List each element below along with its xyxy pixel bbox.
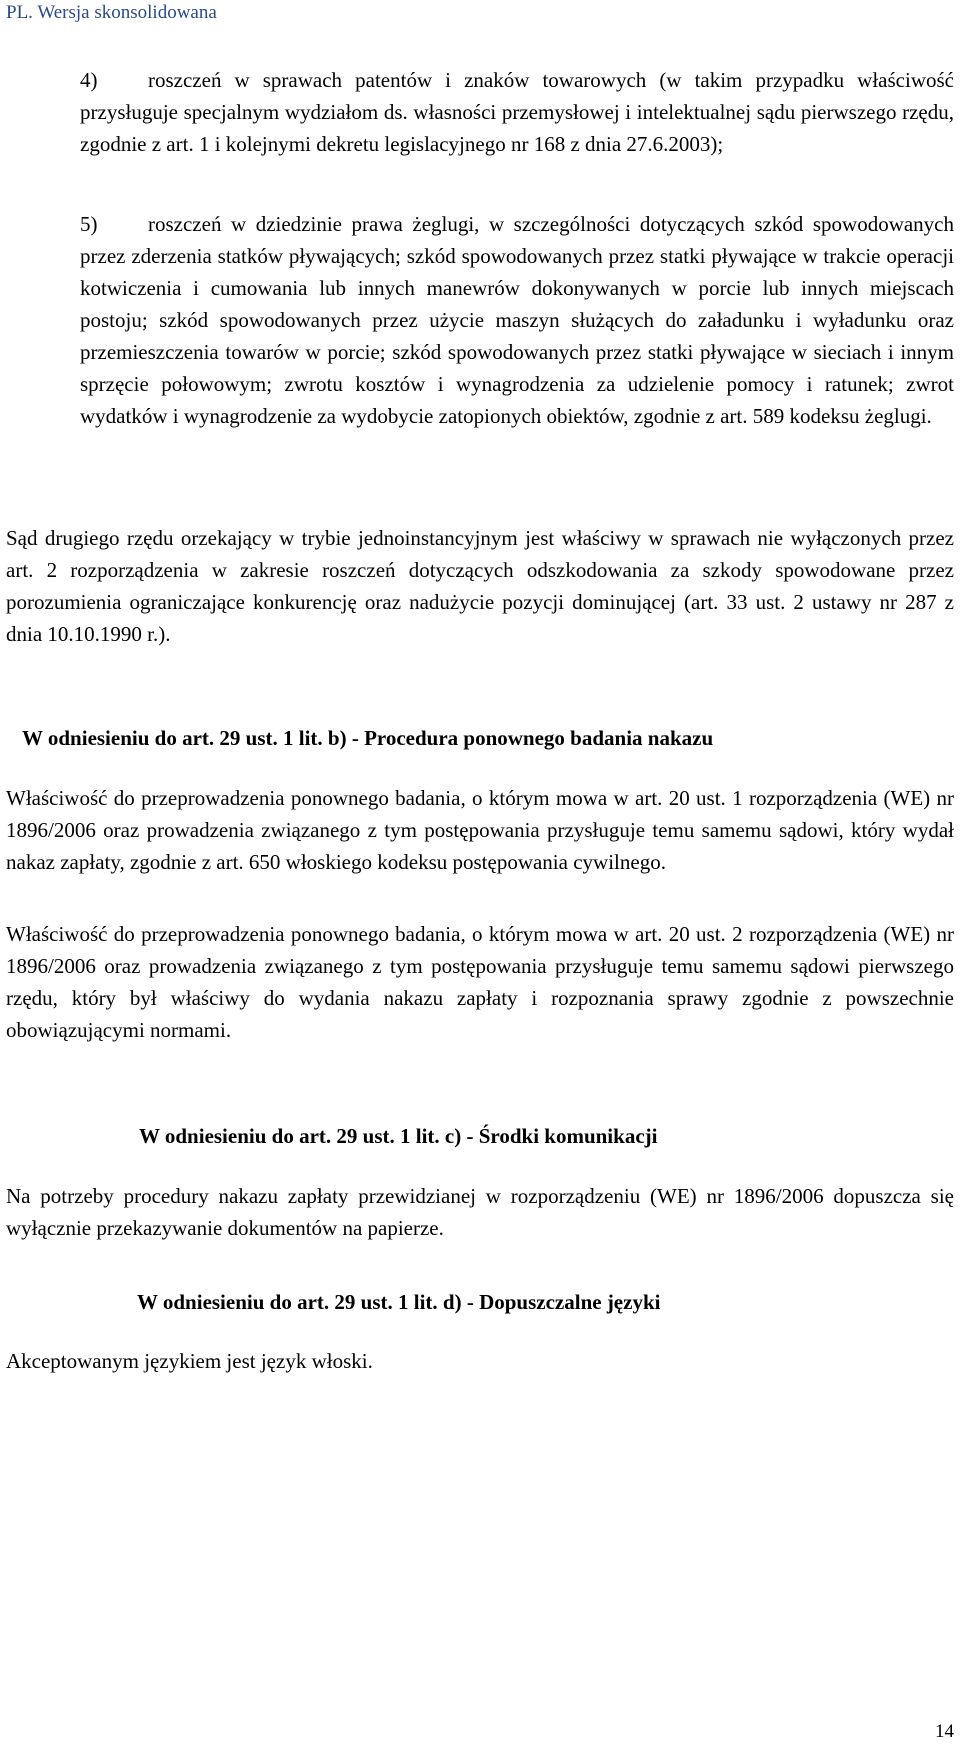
section-heading: W odniesieniu do art. 29 ust. 1 lit. c) - Środki komunikacji bbox=[139, 1124, 658, 1148]
paragraph: Akceptowanym językiem jest język włoski. bbox=[6, 1349, 373, 1373]
section-heading: W odniesieniu do art. 29 ust. 1 lit. b) - Procedura ponownego badania nakazu bbox=[22, 726, 714, 750]
list-item bbox=[80, 64, 954, 160]
page-number: 14 bbox=[935, 1721, 954, 1742]
list-item bbox=[80, 208, 954, 432]
paragraph: Na potrzeby procedury nakazu zapłaty przewidzianej w rozporządzeniu (WE) nr 1896/2006 dopuszcza się wyłącznie przekazywanie dokumentów na papierze. bbox=[6, 1184, 954, 1240]
paragraph: Właściwość do przeprowadzenia ponownego badania, o którym mowa w art. 20 ust. 2 rozporządzenia (WE) nr 1896/2006 oraz prowadzenia związanego z tym postępowania przysługuje temu samemu sądowi pierwszego rzędu, który był właściwy do wydania nakazu zapłaty i rozpoznania sprawy zgodnie z powszechnie obowiązującymi normami. bbox=[6, 922, 954, 1042]
list-item-text: roszczeń w dziedzinie prawa żeglugi, w szczególności dotyczących szkód spowodowanych przez zderzenia statków pływających; szkód spowodowanych przez statki pływające w trakcie operacji kotwiczenia i cumowania lub innych manewrów dokonywanych w porcie lub innych miejscach postoju; szkód spowodowanych przez użycie maszyn służących do załadunku i wyładunku oraz przemieszczenia towarów w porcie; szkód spowodowanych przez statki pływające w sieciach i innym sprzęcie połowowym; zwrotu kosztów i wynagrodzenia za udzielenie pomocy i ratunek; zwrot wydatków i wynagrodzenie za wydobycie zatopionych obiektów, zgodnie z art. 589 kodeksu żeglugi. bbox=[80, 212, 954, 428]
section-heading: W odniesieniu do art. 29 ust. 1 lit. d) - Dopuszczalne języki bbox=[137, 1290, 661, 1314]
paragraph: Właściwość do przeprowadzenia ponownego badania, o którym mowa w art. 20 ust. 1 rozporządzenia (WE) nr 1896/2006 oraz prowadzenia związanego z tym postępowania przysługuje temu samemu sądowi, który wydał nakaz zapłaty, zgodnie z art. 650 włoskiego kodeksu postępowania cywilnego. bbox=[6, 786, 954, 874]
list-item-number: 5) bbox=[80, 212, 98, 236]
document-header: PL. Wersja skonsolidowana bbox=[6, 2, 217, 23]
list-item-number: 4) bbox=[80, 68, 98, 92]
paragraph: Sąd drugiego rzędu orzekający w trybie jednoinstancyjnym jest właściwy w sprawach nie wyłączonych przez art. 2 rozporządzenia w zakresie roszczeń dotyczących odszkodowania za szkody spowodowane przez porozumienia ograniczające konkurencję oraz nadużycie pozycji dominującej (art. 33 ust. 2 ustawy nr 287 z dnia 10.10.1990 r.). bbox=[6, 526, 954, 646]
list-item-text: roszczeń w sprawach patentów i znaków towarowych (w takim przypadku właściwość przysługuje specjalnym wydziałom ds. własności przemysłowej i intelektualnej sądu pierwszego rzędu, zgodnie z art. 1 i kolejnymi dekretu legislacyjnego nr 168 z dnia 27.6.2003); bbox=[80, 68, 954, 156]
